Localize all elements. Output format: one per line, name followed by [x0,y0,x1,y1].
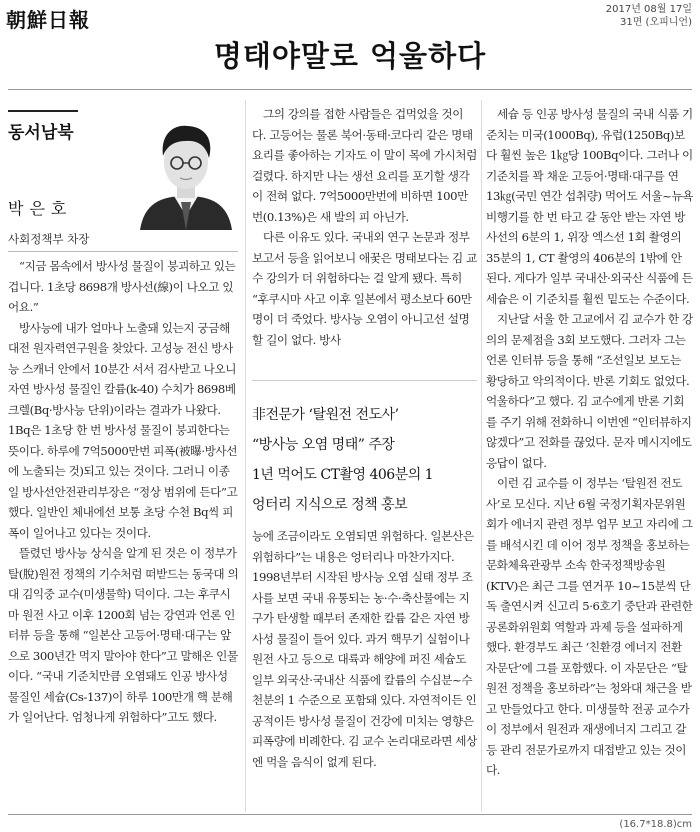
issue-section: 31면 (오피니언) [619,17,692,28]
top-divider [8,89,692,90]
paragraph: 이런 김 교수를 이 정부는 ‘탈원전 전도사’로 모신다. 지난 6월 국정기획자문위원회가 에너지 관련 정부 업무 보고 자리에 그를 배석시킨 데 이어 정부 정책을 홍보하는 문화체육관광부 소속 한국정책방송원(KTV)은 최근 그를 연거푸 10~15분씩 단독 출연시켜 신고리 5·6호기 중단과 관련한 공론화위원회 역할과 과제 등을 설파하게 했다. 환경부도 최근 ‘친환경 에너지 전환 자문단’에 그를 포함했다. 이 자문단은 “탈원전 정책을 홍보하라”는 청와대 채근을 받고 만들었다고 한다. 미생물학 전공 교수가 이 정부에서 원전과 재생에너지 그리고 갈등 관리 전문가로까지 대접받고 있는 것이다. [486,476,693,777]
newspaper-masthead: 朝鮮日報 [6,8,90,32]
pullquote-line: 非전문가 ‘탈원전 전도사’ [252,407,399,423]
paragraph: 지난달 서울 한 고교에서 김 교수가 한 강의의 문제점을 3회 보도했다. 그러자 그는 언론 인터뷰 등을 통해 “조선일보 보도는 황당하고 악의적이다. 반론 기회도 없었다. 억울하다”고 했다. 김 교수에게 반론 기회를 주기 위해 전화하니 이번엔 “인터뷰하지 않겠다”고 전화를 끊었다. 문자 메시지에도 응답이 없다. [486,312,693,470]
article-dimensions: (16.7*18.8)cm [619,819,692,830]
pullquote-line: “방사능 오염 명태” 주장 [252,437,395,453]
column-name: 동서남북 [8,123,74,143]
paragraph: 다른 이유도 있다. 국내외 연구 논문과 정부 보고서 등을 읽어보니 애꿎은 명태보다는 김 교수 강의가 더 위험하다는 걸 알게 됐다. 특히 “후쿠시마 사고 이후 일본에서 평소보다 60만명이 더 죽었다. 방사능 오염이 아니고선 설명할 길이 없다. 방사 [252,230,477,347]
paragraph: 그의 강의를 접한 사람들은 겁먹었을 것이다. 고등어는 물론 북어·동태·코다리 같은 명태 요리를 좋아하는 기자도 이 말이 목에 가시처럼 걸렸다. 하지만 나는 생선 요리를 포기할 생각이 전혀 없다. 7억5000만번에 비하면 100만번(0.13%)은 새 발의 피 아닌가. [252,107,477,224]
column-divider-1 [245,100,246,812]
pullquote-line: 엉터리 지식으로 정책 홍보 [252,497,408,513]
pullquote-top-rule [252,380,477,381]
column-name-bar [8,110,78,112]
author-name: 박은호 [8,199,73,218]
paragraph: 뜰렸던 방사능 상식을 알게 된 것은 이 정부가 탈(脫)원전 정책의 기수처럼 떠받드는 동국대 의대 김익중 교수(미생물학) 덕이다. 그는 후쿠시마 원전 사고 이후 1200회 넘는 강연과 언론 인터뷰 등을 통해 “일본산 고등어·명태·대구는 앞으로 300년간 먹지 말아야 한다”고 말해온 인물이다. “국내 기준치만큼 오염돼도 인공 방사성 물질인 세슘(Cs-137)이 하루 100만개 핵 분해가 일어난다. 엄청나게 위험하다”고도 했다. [8,546,239,724]
column-divider-2 [481,100,482,812]
article-column-2-bottom [252,526,477,812]
paragraph: 방사능에 내가 얼마나 노출돼 있는지 궁금해 대전 원자력연구원을 찾았다. 고성능 전신 방사능 스캐너 안에서 10분간 서서 검사받고 나오니 자연 방사성 물질인 칼륨(k-40) 수치가 8698베크렐(Bq·방사능 단위)이라는 결과가 나왔다. 1Bq은 1초당 한 번 방사성 물질이 붕괴한다는 뜻이다. 하루에 7억5000만번 피폭(被曝·방사선에 노출되는 것)되고 있는 것이다. 그러니 이종일 방사선안전관리부장은 “정상 범위에 든다”고 했다. 일반인 체내에선 보통 초당 수천 Bq씩 피폭이 일어나고 있다는 것이다. [8,320,238,540]
article-column-2-top [252,104,477,374]
byline-divider [8,251,238,252]
issue-info [606,3,692,29]
article-column-1 [8,256,240,812]
article-headline: 명태야말로 억울하다 [213,39,487,73]
paragraph: “지금 몸속에서 방사성 물질이 붕괴하고 있는 겁니다. 1초당 8698개 방사선(線)이 나오고 있어요.” [8,259,236,314]
bottom-divider [8,814,692,815]
article-column-3 [486,104,694,812]
issue-date: 2017년 08월 17일 [605,4,692,15]
author-title: 사회정책부 차장 [8,232,90,246]
paragraph: 세슘 등 인공 방사성 물질의 국내 식품 기준치는 미국(1000Bq), 유럽(1250Bq)보다 훨씬 높은 1㎏당 100Bq이다. 그러나 이 기준치를 꽉 채운 고등어·명태·대구를 연 13㎏(국민 연간 섭취량) 먹어도 서울~뉴욕 비행기를 한 번 타고 갈 동안 받는 자연 방사선의 6분의 1, 위장 엑스선 1회 촬영의 35분의 1, CT 촬영의 406분의 1밖에 안 된다. 게다가 일부 국내산·외국산 식품에 든 세슘은 이 기준치를 훨씬 밑도는 수준이다. [486,107,694,306]
paragraph: 능에 조금이라도 오염되면 위험하다. 일본산은 위험하다”는 내용은 엉터리나 마찬가지다. 1998년부터 시작된 방사능 오염 실태 정부 조사를 보면 국내 유통되는 농·수·축산물에는 지구가 탄생할 때부터 존재한 칼륨 같은 자연 방사성 물질이 들어 있다. 과거 핵무기 실험이나 원전 사고 등으로 대륙과 해양에 퍼진 세슘도 일부 외국산·국내산 식품에 칼륨의 수십분~수천분의 1 수준으로 포함돼 있다. 자연적이든 인공적이든 방사성 물질이 건강에 미치는 영향은 피폭량에 비례한다. 김 교수 논리대로라면 세상엔 먹을 음식이 없게 된다. [252,529,477,769]
pullquote-line: 1년 먹어도 CT촬영 406분의 1 [252,467,434,483]
author-photo [134,112,238,230]
